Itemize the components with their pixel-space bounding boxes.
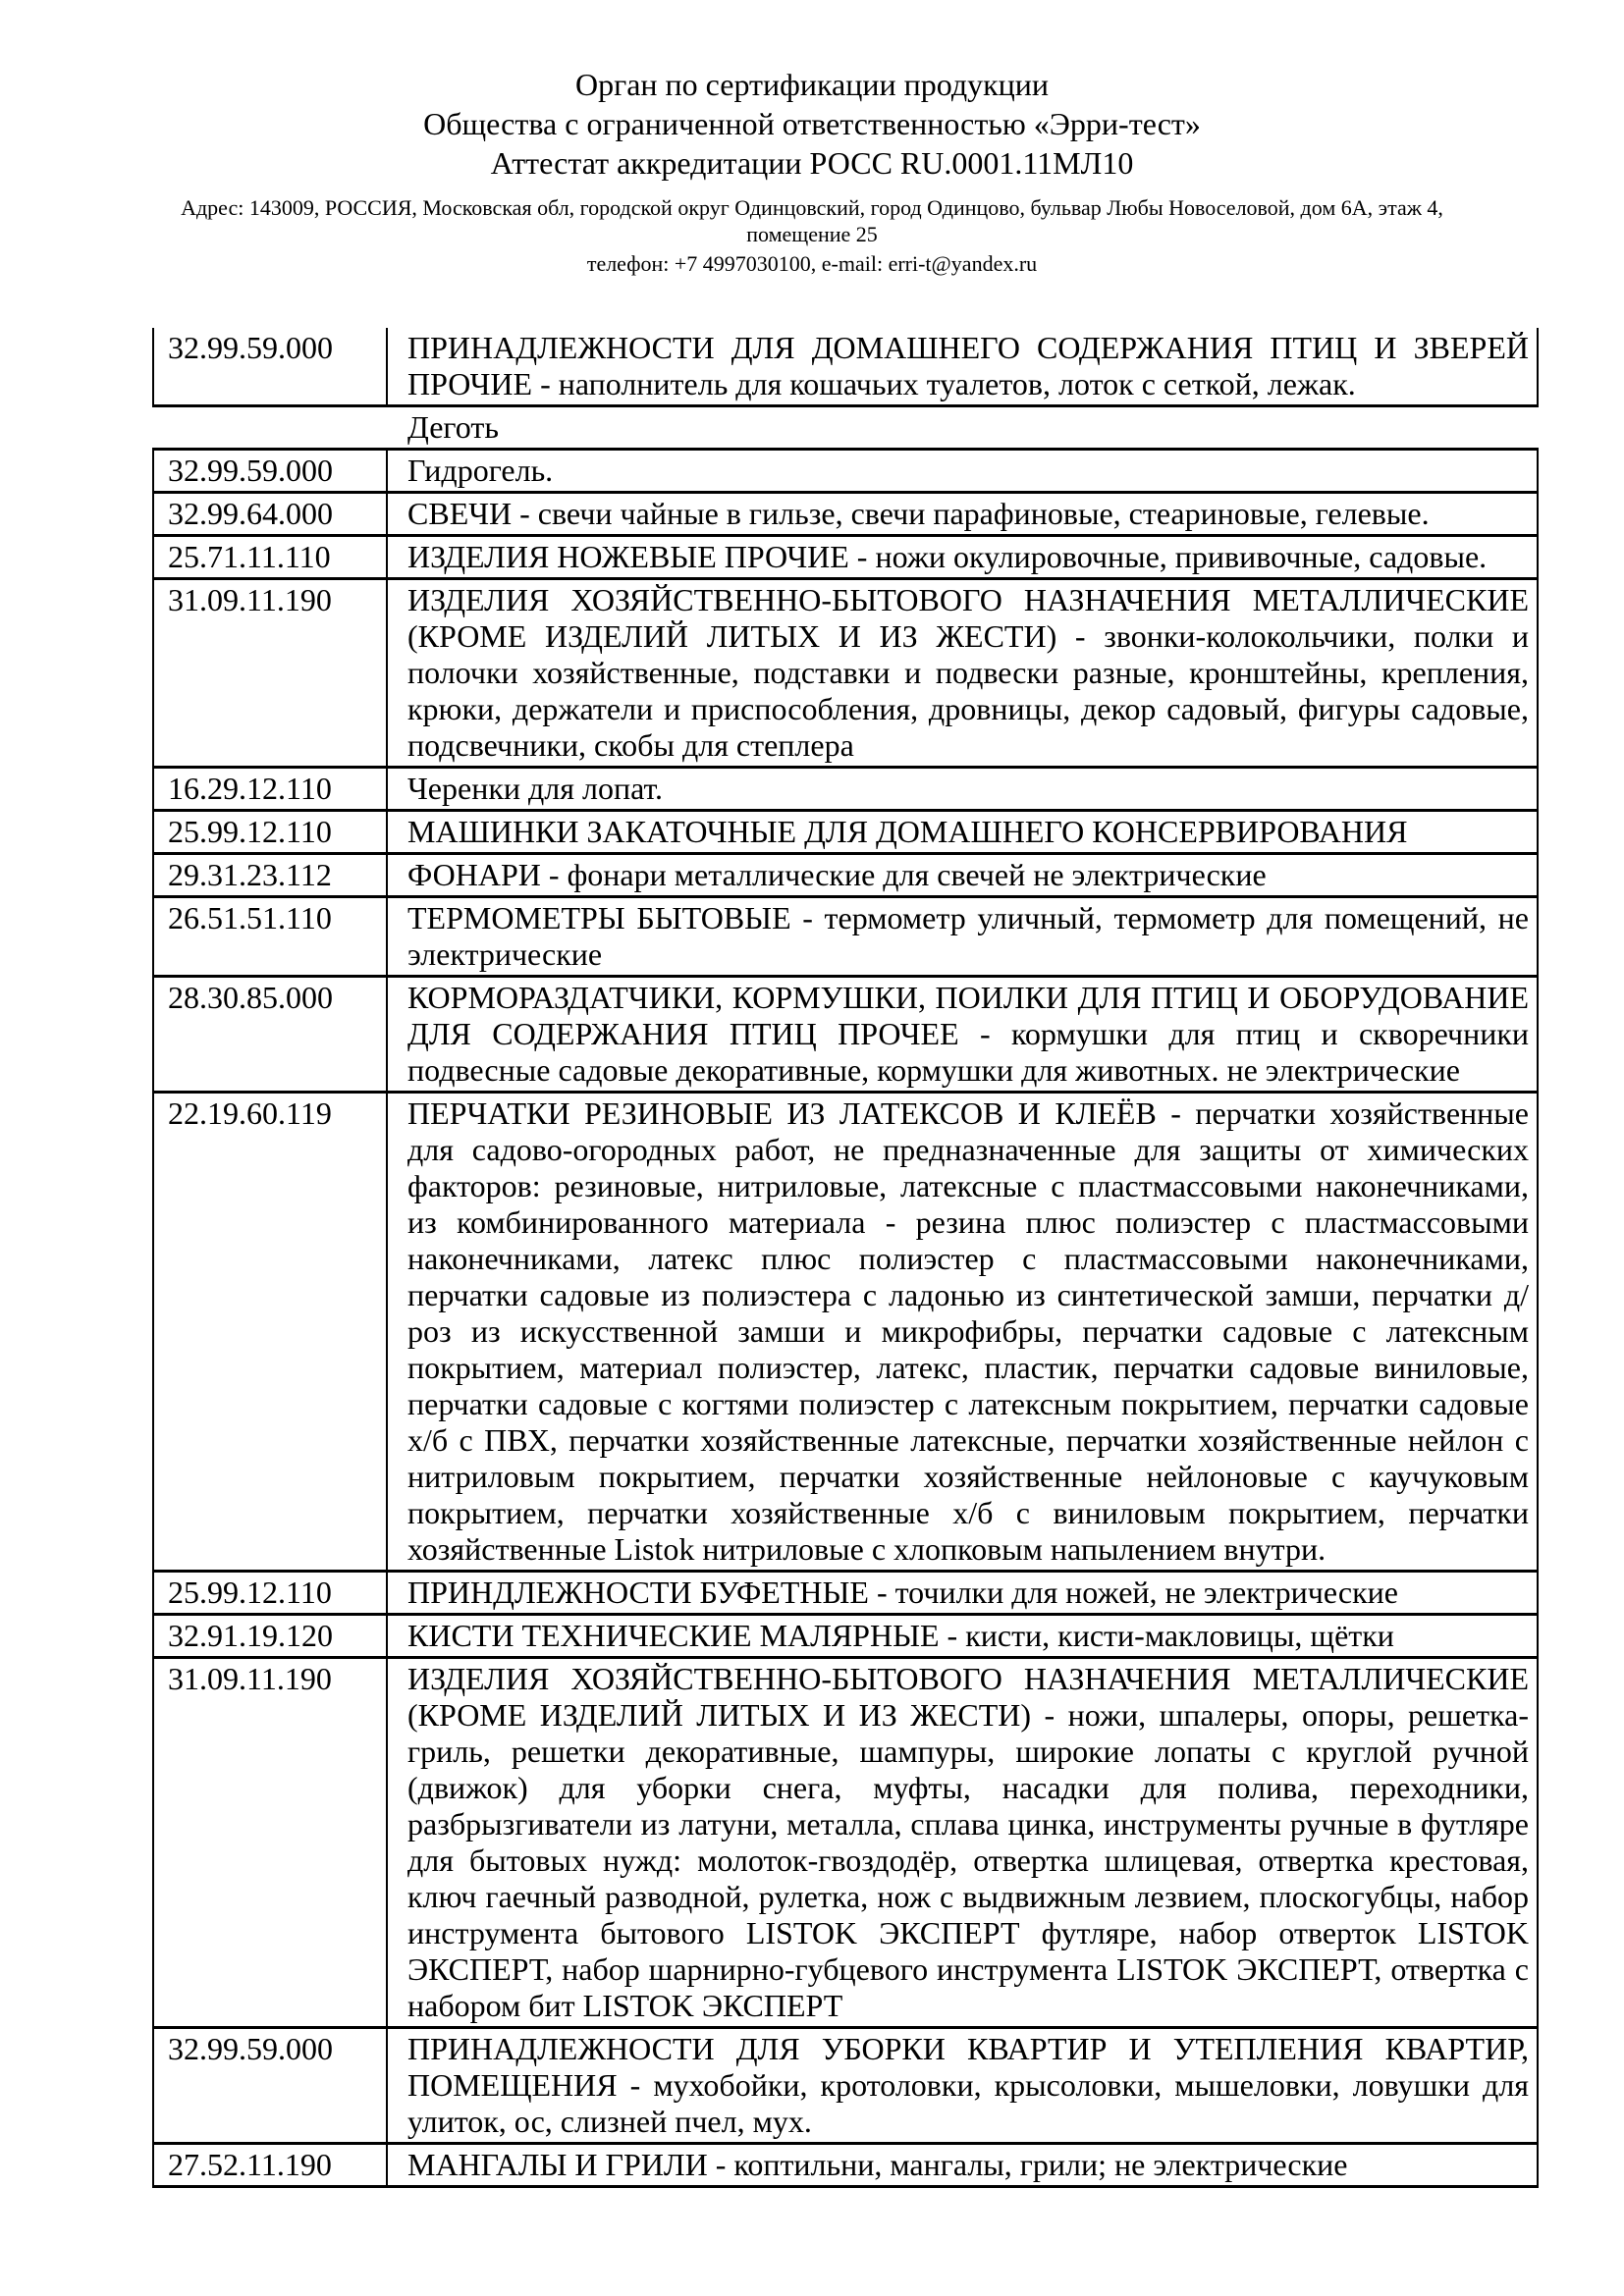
description-cell: ПЕРЧАТКИ РЕЗИНОВЫЕ ИЗ ЛАТЕКСОВ И КЛЕЁВ - перчатки хозяйственные для садово-огородных работ, не предназначенные для защиты от химических факторов: резиновые, нитриловые, латексные с пластмассовыми наконечниками, из комбинированного материала - резина плюс полиэстер с пластмассовыми наконечниками, латекс плюс полиэстер с пластмассовыми наконечниками, перчатки садовые из полиэстера с ладонью из синтетической замши, перчатки д/роз из искусственной замши и микрофибры, перчатки садовые с латексным покрытием, материал полиэстер, латекс, пластик, перчатки садовые виниловые, перчатки садовые с когтями полиэстер с латексным покрытием, перчатки садовые х/б с ПВХ, перчатки хозяйственные латексные, перчатки хозяйственные нейлон с нитриловым покрытием, перчатки хозяйственные нейлоновые с каучуковым покрытием, перчатки хозяйственные х/б с виниловым покрытием, перчатки хозяйственные Listok нитриловые с хлопковым напылением внутри. xyxy=(388,1094,1539,1573)
table-row xyxy=(152,2029,1539,2145)
description-cell: МАШИНКИ ЗАКАТОЧНЫЕ ДЛЯ ДОМАШНЕГО КОНСЕРВИРОВАНИЯ xyxy=(388,812,1539,855)
table-row xyxy=(152,451,1539,494)
table-row xyxy=(152,328,1539,407)
code-cell: 22.19.60.119 xyxy=(152,1094,388,1573)
table-row xyxy=(152,898,1539,978)
table-row xyxy=(152,2145,1539,2188)
description-cell: МАНГАЛЫ И ГРИЛИ - коптильни, мангалы, грили; не электрические xyxy=(388,2145,1539,2188)
table-row xyxy=(152,580,1539,769)
address-line-1: Адрес: 143009, РОССИЯ, Московская обл, городской округ Одинцовский, город Одинцово, бульвар Любы Новоселовой, дом 6А, этаж 4, xyxy=(181,195,1443,220)
document-header xyxy=(0,0,1624,277)
table-row xyxy=(152,407,1539,451)
description-cell: КОРМОРАЗДАТЧИКИ, КОРМУШКИ, ПОИЛКИ ДЛЯ ПТИЦ И ОБОРУДОВАНИЕ ДЛЯ СОДЕРЖАНИЯ ПТИЦ ПРОЧЕЕ - кормушки для птиц и скворечники подвесные садовые декоративные, кормушки для животных. не электрические xyxy=(388,978,1539,1094)
description-cell: ПРИНДЛЕЖНОСТИ БУФЕТНЫЕ - точилки для ножей, не электрические xyxy=(388,1573,1539,1616)
accreditation-number: Аттестат аккредитации РОСС RU.0001.11МЛ10 xyxy=(490,145,1134,181)
description-cell: Деготь xyxy=(388,407,1539,451)
org-title: Орган по сертификации продукции xyxy=(574,67,1050,102)
product-codes-table-body xyxy=(152,328,1539,2188)
table-row xyxy=(152,978,1539,1094)
description-cell: ТЕРМОМЕТРЫ БЫТОВЫЕ - термометр уличный, термометр для помещений, не электрические xyxy=(388,898,1539,978)
code-cell: 32.99.59.000 xyxy=(152,2029,388,2145)
description-cell: ПРИНАДЛЕЖНОСТИ ДЛЯ УБОРКИ КВАРТИР И УТЕПЛЕНИЯ КВАРТИР, ПОМЕЩЕНИЯ - мухобойки, кротоловки, крысоловки, мышеловки, ловушки для улиток, ос, слизней пчел, мух. xyxy=(388,2029,1539,2145)
product-codes-table xyxy=(152,328,1539,2188)
description-cell: КИСТИ ТЕХНИЧЕСКИЕ МАЛЯРНЫЕ - кисти, кисти-макловицы, щётки xyxy=(388,1616,1539,1659)
code-cell: 28.30.85.000 xyxy=(152,978,388,1094)
address-line-2: помещение 25 xyxy=(746,222,878,246)
table-row xyxy=(152,494,1539,537)
table-row xyxy=(152,1573,1539,1616)
code-cell xyxy=(152,407,388,451)
code-cell: 25.71.11.110 xyxy=(152,537,388,580)
code-cell: 32.91.19.120 xyxy=(152,1616,388,1659)
code-cell: 25.99.12.110 xyxy=(152,812,388,855)
org-name: Общества с ограниченной ответственностью «Эрри-тест» xyxy=(423,106,1201,141)
description-cell: ИЗДЕЛИЯ НОЖЕВЫЕ ПРОЧИЕ - ножи окулировочные, прививочные, садовые. xyxy=(388,537,1539,580)
code-cell: 16.29.12.110 xyxy=(152,769,388,812)
table-row xyxy=(152,537,1539,580)
code-cell: 27.52.11.190 xyxy=(152,2145,388,2188)
table-row xyxy=(152,1616,1539,1659)
description-cell: ИЗДЕЛИЯ ХОЗЯЙСТВЕННО-БЫТОВОГО НАЗНАЧЕНИЯ МЕТАЛЛИЧЕСКИЕ (КРОМЕ ИЗДЕЛИЙ ЛИТЫХ И ИЗ ЖЕСТИ) - ножи, шпалеры, опоры, решетка-гриль, решетки декоративные, шампуры, широкие лопаты с круглой ручной (движок) для уборки снега, муфты, насадки для полива, переходники, разбрызгиватели из латуни, металла, сплава цинка, инструменты ручные в футляре для бытовых нужд: молоток-гвоздодёр, отвертка шлицевая, отвертка крестовая, ключ гаечный разводной, рулетка, нож с выдвижным лезвием, плоскогубцы, набор инструмента бытового LISTOK ЭКСПЕРТ футляре, набор отверток LISTOK ЭКСПЕРТ, набор шарнирно-губцевого инструмента LISTOK ЭКСПЕРТ, отвертка с набором бит LISTOK ЭКСПЕРТ xyxy=(388,1659,1539,2029)
description-cell: СВЕЧИ - свечи чайные в гильзе, свечи парафиновые, стеариновые, гелевые. xyxy=(388,494,1539,537)
code-cell: 29.31.23.112 xyxy=(152,855,388,898)
description-cell: Черенки для лопат. xyxy=(388,769,1539,812)
address-block xyxy=(0,194,1624,277)
description-cell: ПРИНАДЛЕЖНОСТИ ДЛЯ ДОМАШНЕГО СОДЕРЖАНИЯ ПТИЦ И ЗВЕРЕЙ ПРОЧИЕ - наполнитель для кошачьих туалетов, лоток с сеткой, лежак. xyxy=(388,328,1539,407)
description-cell: ФОНАРИ - фонари металлические для свечей не электрические xyxy=(388,855,1539,898)
code-cell: 32.99.64.000 xyxy=(152,494,388,537)
table-row xyxy=(152,1094,1539,1573)
description-cell: ИЗДЕЛИЯ ХОЗЯЙСТВЕННО-БЫТОВОГО НАЗНАЧЕНИЯ МЕТАЛЛИЧЕСКИЕ (КРОМЕ ИЗДЕЛИЙ ЛИТЫХ И ИЗ ЖЕСТИ) - звонки-колокольчики, полки и полочки хозяйственные, подставки и подвески разные, кронштейны, крепления, крюки, держатели и приспособления, дровницы, декор садовый, фигуры садовые, подсвечники, скобы для степлера xyxy=(388,580,1539,769)
table-row xyxy=(152,812,1539,855)
description-cell: Гидрогель. xyxy=(388,451,1539,494)
table-row xyxy=(152,1659,1539,2029)
table-row xyxy=(152,769,1539,812)
code-cell: 31.09.11.190 xyxy=(152,1659,388,2029)
code-cell: 31.09.11.190 xyxy=(152,580,388,769)
table-row xyxy=(152,855,1539,898)
code-cell: 26.51.51.110 xyxy=(152,898,388,978)
code-cell: 32.99.59.000 xyxy=(152,451,388,494)
code-cell: 32.99.59.000 xyxy=(152,328,388,407)
contact-line: телефон: +7 4997030100, e-mail: erri-t@yandex.ru xyxy=(586,251,1038,276)
code-cell: 25.99.12.110 xyxy=(152,1573,388,1616)
